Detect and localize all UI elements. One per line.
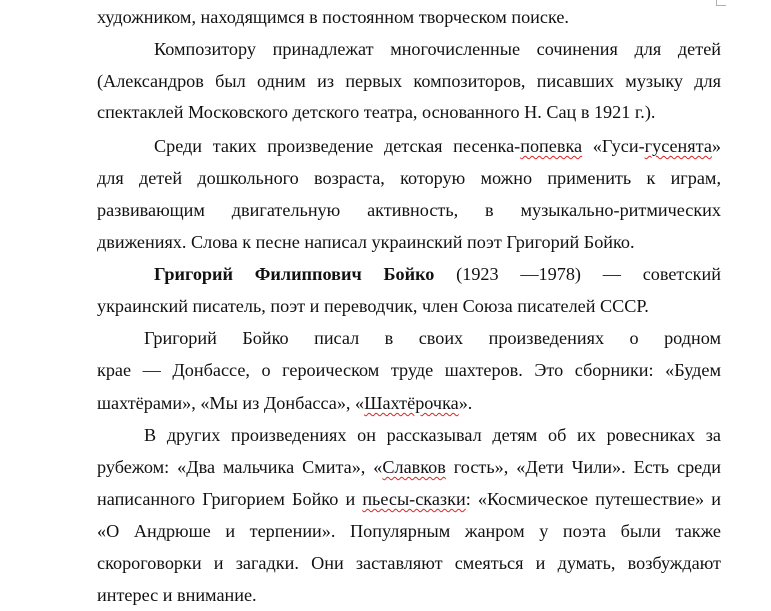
text-line xyxy=(97,198,721,222)
line-text: художником, находящимся в постоянном творческом поиске. xyxy=(97,7,569,27)
text-line xyxy=(154,37,721,61)
line-text: спектаклей Московского детского театра, основанного Н. Сац в 1921 г.). xyxy=(97,102,656,122)
text-line xyxy=(144,423,721,447)
line-text xyxy=(154,264,721,284)
spellcheck-word[interactable]: гусенята xyxy=(644,136,712,156)
line-text xyxy=(97,489,721,509)
line-text: крае — Донбассе, о героическом труде шахтеров. Это сборники: «Будем xyxy=(97,360,721,380)
text-line xyxy=(97,69,721,93)
spellcheck-word[interactable]: Шахтёрочка xyxy=(364,393,459,413)
line-text-part: рубежом: «Два мальчика Смита», « xyxy=(97,457,383,477)
text-line xyxy=(97,100,721,124)
line-text: движениях. Слова к песне написал украинский поэт Григорий Бойко. xyxy=(97,232,635,252)
line-text: «О Андрюше и терпении». Популярным жанром у поэта были также xyxy=(97,521,721,541)
line-text-part: «Гуси- xyxy=(582,136,645,156)
text-line xyxy=(154,134,721,158)
text-line xyxy=(154,262,721,286)
line-text-part: (1923 —1978) — советский xyxy=(434,264,721,284)
line-text-part: : «Космическое путешествие» и xyxy=(465,489,721,509)
line-text: (Александров был одним из первых композиторов, писавших музыку для xyxy=(97,71,721,91)
spellcheck-word[interactable]: пьесы-сказки xyxy=(362,489,466,509)
text-line xyxy=(97,166,721,190)
line-text: Композитору принадлежат многочисленные сочинения для детей xyxy=(154,39,721,59)
text-line xyxy=(97,391,721,415)
person-name-bold: Григорий Филиппович Бойко xyxy=(154,264,435,284)
line-text: для детей дошкольного возраста, которую можно применить к играм, xyxy=(97,168,721,188)
text-line xyxy=(144,326,721,350)
text-line xyxy=(97,455,721,479)
text-line xyxy=(97,583,721,607)
text-line xyxy=(97,551,721,575)
spellcheck-word[interactable]: Славков xyxy=(382,457,446,477)
line-text: В других произведениях он рассказывал детям об их ровесниках за xyxy=(144,425,721,445)
text-line xyxy=(97,294,721,318)
text-line xyxy=(97,519,721,543)
line-text-part: ». xyxy=(458,393,473,413)
line-text xyxy=(154,136,721,156)
text-line xyxy=(97,230,721,254)
line-text: украинский писатель, поэт и переводчик, член Союза писателей СССР. xyxy=(97,296,649,316)
text-line xyxy=(97,358,721,382)
line-text-part: Среди таких произведение детская песенка- xyxy=(154,136,521,156)
line-text: развивающим двигательную активность, в музыкально-ритмических xyxy=(97,200,721,220)
line-text: скороговорки и загадки. Они заставляют смеяться и думать, возбуждают xyxy=(97,553,721,573)
line-text-part: гость», «Дети Чили». Есть среди xyxy=(445,457,721,477)
line-text-part: шахтёрами», «Мы из Донбасса», « xyxy=(97,393,365,413)
spellcheck-word[interactable]: попевка xyxy=(520,136,583,156)
line-text: Григорий Бойко писал в своих произведениях о родном xyxy=(144,328,721,348)
line-text-part: написанного Григорием Бойко и xyxy=(97,489,363,509)
line-text: интерес и внимание. xyxy=(97,585,257,605)
line-text-part: » xyxy=(711,136,721,156)
text-line xyxy=(97,487,721,511)
text-line xyxy=(97,5,721,29)
line-text xyxy=(97,393,472,413)
line-text xyxy=(97,457,721,477)
